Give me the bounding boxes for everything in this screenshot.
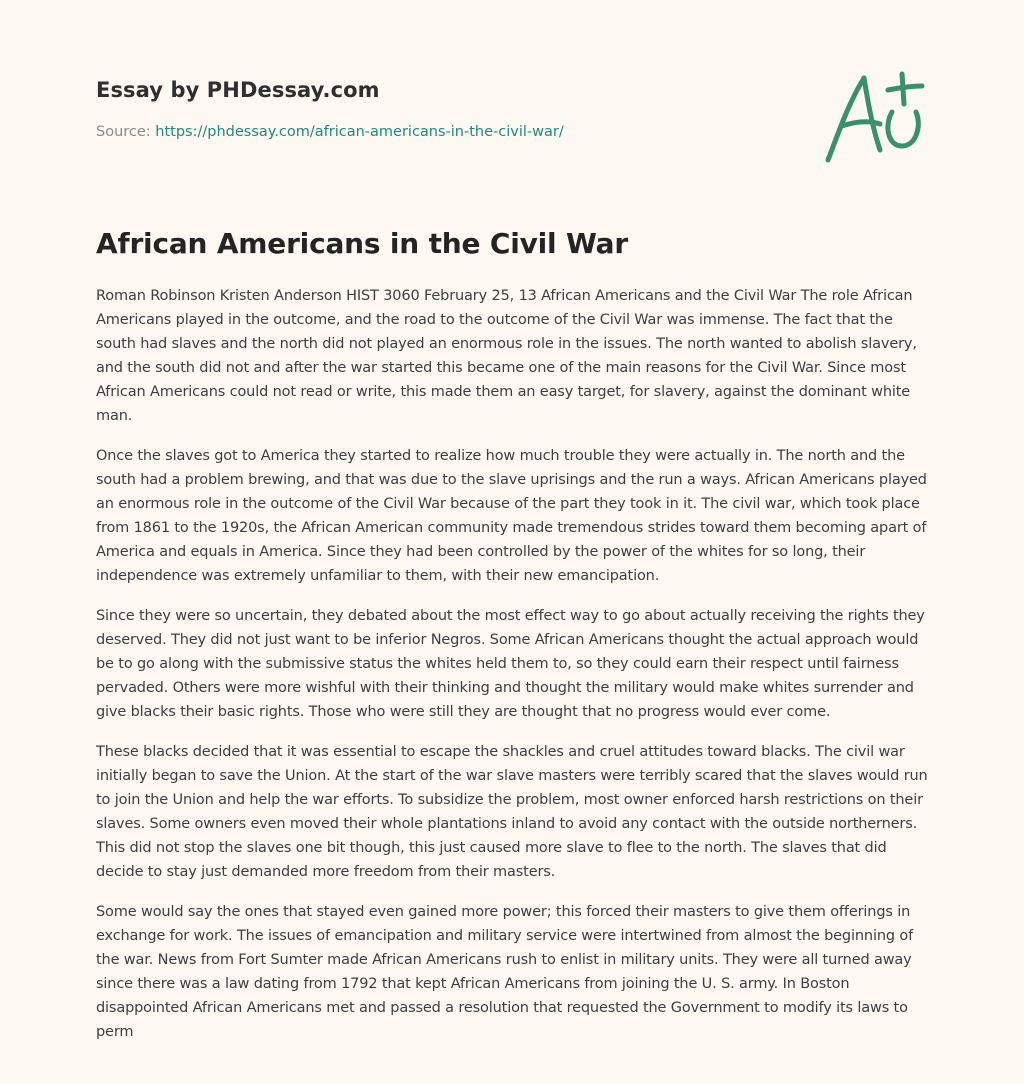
source-link[interactable]: https://phdessay.com/african-americans-in-the-civil-war/ (155, 124, 564, 140)
essay-paragraph: Since they were so uncertain, they debated about the most effect way to go about actually receiving the rights they deserved. They did not just want to be inferior Negros. Some African Americans thought the actual approach would be to go along with the submissive status the whites held them to, so they could earn their respect until fairness pervaded. Others were more wishful with their thinking and thought the military would make whites surrender and give blacks their basic rights. Those who were still they are thought that no progress would ever come. (96, 608, 925, 720)
site-brand: Essay by PHDessay.com (96, 78, 380, 102)
essay-paragraph: Roman Robinson Kristen Anderson HIST 3060 February 25, 13 African Americans and the Civil War The role African Americans played in the outcome, and the road to the outcome of the Civil War was immense. The fact that the south had slaves and the north did not played an enormous role in the issues. The north wanted to abolish slavery, and the south did not and after the war started this became one of the main reasons for the Civil War. Since most African Americans could not read or write, this made them an easy target, for slavery, against the dominant white man. (96, 288, 917, 424)
a-plus-logo-icon (818, 64, 930, 168)
source-line (96, 122, 736, 142)
source-label: Source: (96, 124, 156, 140)
essay-paragraph: Once the slaves got to America they started to realize how much trouble they were actually in. The north and the south had a problem brewing, and that was due to the slave uprisings and the run a ways. African Americans played an enormous role in the outcome of the Civil War because of the part they took in it. The civil war, which took place from 1861 to the 1920s, the African American community made tremendous strides toward them becoming apart of America and equals in America. Since they had been controlled by the power of the whites for so long, their independence was extremely unfamiliar to them, with their new emancipation. (96, 448, 927, 584)
essay-paragraph: Some would say the ones that stayed even gained more power; this forced their masters to give them offerings in exchange for work. The issues of emancipation and military service were intertwined from almost the beginning of the war. News from Fort Sumter made African Americans rush to enlist in military units. They were all turned away since there was a law dating from 1792 that kept African Americans from joining the U. S. army. In Boston disappointed African Americans met and passed a resolution that requested the Government to modify its laws to perm (96, 904, 914, 1040)
essay-paragraph: These blacks decided that it was essential to escape the shackles and cruel attitudes toward blacks. The civil war initially began to save the Union. At the start of the war slave masters were terribly scared that the slaves would run to join the Union and help the war efforts. To subsidize the problem, most owner enforced harsh restrictions on their slaves. Some owners even moved their whole plantations inland to avoid any contact with the outside northerners. This did not stop the slaves one bit though, this just caused more slave to flee to the north. The slaves that did decide to stay just demanded more freedom from their masters. (96, 744, 928, 880)
essay-header (96, 76, 736, 142)
essay-title: African Americans in the Civil War (96, 227, 628, 260)
essay-body (96, 284, 930, 1060)
